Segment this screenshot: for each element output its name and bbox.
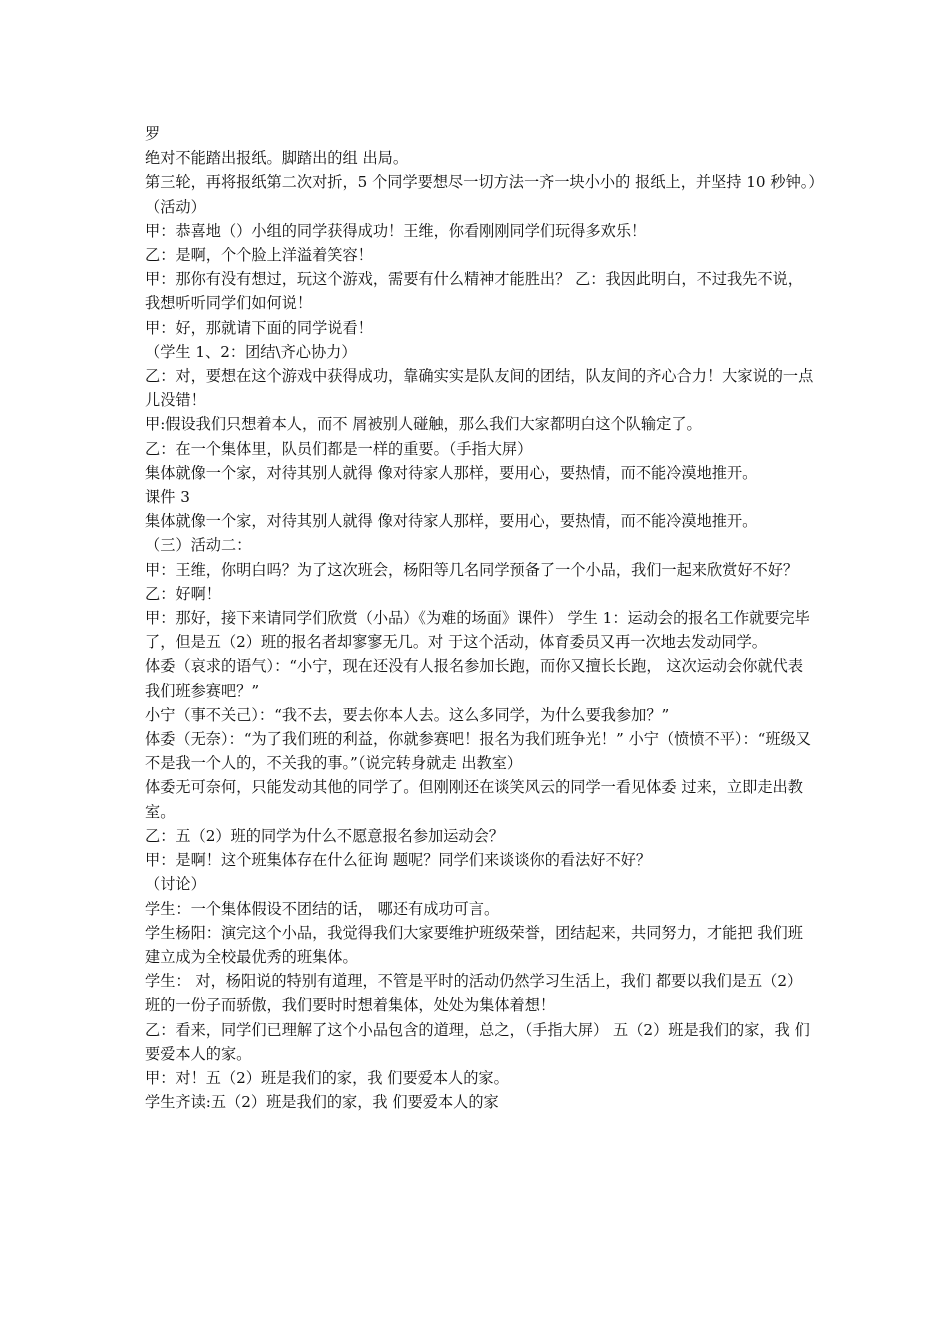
paragraph: 学生：一个集体假设不团结的话， 哪还有成功可言。 bbox=[145, 899, 500, 918]
paragraph: 集体就像一个家，对待其别人就得 像对待家人那样，要用心，要热情，而不能冷漠地推开。 bbox=[145, 463, 758, 482]
paragraph: （活动） bbox=[145, 197, 206, 216]
paragraph: 乙：对，要想在这个游戏中获得成功，靠确实实是队友间的团结，队友间的齐心合力！大家说的一点儿没错！ bbox=[145, 367, 814, 410]
paragraph: 乙：是啊，个个脸上洋溢着笑容！ bbox=[145, 246, 373, 265]
paragraph: 甲：王维，你明白吗？为了这次班会，杨阳等几名同学预备了一个小品，我们一起来欣赏好不好？ bbox=[145, 560, 799, 579]
paragraph: 第三轮，再将报纸第二次对折，5 个同学要想尽一切方法一齐一块小小的 报纸上，并坚持 10 秒钟。） bbox=[145, 173, 824, 192]
paragraph: 甲：是啊！这个班集体存在什么征询 题呢？同学们来谈谈你的看法好不好？ bbox=[145, 851, 652, 870]
paragraph: 课件 3 bbox=[145, 488, 190, 507]
paragraph: （讨论） bbox=[145, 875, 206, 894]
paragraph: 学生齐读:五（2）班是我们的家，我 们要爱本人的家 bbox=[145, 1093, 499, 1112]
paragraph: 甲：那好，接下来请同学们欣赏（小品）《为难的场面》课件） 学生 1：运动会的报名工作就要完毕了，但是五（2）班的报名者却寥寥无几。对 于这个活动，体育委员又再一次地去发动同学。 bbox=[145, 609, 810, 652]
paragraph: 体委（无奈）：“为了我们班的利益，你就参赛吧！报名为我们班争光！” 小宁（愤愤不平）：“班级又不是我一个人的，不关我的事。”（说完转身就走 出教室） bbox=[145, 730, 811, 773]
paragraph: （学生 1、2：团结\齐心协力） bbox=[145, 342, 357, 361]
paragraph: 绝对不能踏出报纸。脚踏出的组 出局。 bbox=[145, 149, 409, 168]
paragraph: 乙：看来，同学们已理解了这个小品包含的道理，总之，（手指大屏） 五（2）班是我们的家，我 们要爱本人的家。 bbox=[145, 1020, 810, 1063]
paragraph: 小宁（事不关己）：“我不去，要去你本人去。这么多同学，为什么要我参加？” bbox=[145, 705, 670, 724]
paragraph: 甲：好，那就请下面的同学说看！ bbox=[145, 318, 373, 337]
paragraph: 集体就像一个家，对待其别人就得 像对待家人那样，要用心，要热情，而不能冷漠地推开。 bbox=[145, 512, 758, 531]
paragraph: 甲：那你有没有想过，玩这个游戏，需要有什么精神才能胜出？ 乙：我因此明白，不过我先不说，我想听听同学们如何说！ bbox=[145, 270, 803, 313]
paragraph: 甲:假设我们只想着本人，而不 屑被别人碰触，那么我们大家都明白这个队输定了。 bbox=[145, 415, 702, 434]
paragraph: 体委无可奈何，只能发动其他的同学了。但刚刚还在谈笑风云的同学一看见体委 过来，立即走出教室。 bbox=[145, 778, 803, 821]
paragraph: 甲：对！五（2）班是我们的家，我 们要爱本人的家。 bbox=[145, 1068, 509, 1087]
paragraph: 体委（哀求的语气）：“小宁，现在还没有人报名参加长跑，而你又擅长长跑， 这次运动会你就代表我们班参赛吧？” bbox=[145, 657, 804, 700]
paragraph: 罗 bbox=[145, 125, 161, 143]
paragraph: 甲：恭喜地（）小组的同学获得成功！王维，你看刚刚同学们玩得多欢乐！ bbox=[145, 221, 647, 240]
paragraph: 乙：在一个集体里，队员们都是一样的重要。（手指大屏） bbox=[145, 439, 533, 458]
paragraph: 学生杨阳：演完这个小品，我觉得我们大家要维护班级荣誉，团结起来，共同努力，才能把 我们班建立成为全校最优秀的班集体。 bbox=[145, 923, 803, 966]
paragraph: （三）活动二： bbox=[145, 536, 252, 555]
paragraph: 乙：好啊！ bbox=[145, 584, 221, 603]
paragraph: 乙：五（2）班的同学为什么不愿意报名参加运动会？ bbox=[145, 826, 504, 845]
paragraph: 学生： 对，杨阳说的特别有道理，不管是平时的活动仍然学习生活上，我们 都要以我们是五（2）班的一份子而骄傲，我们要时时想着集体，处处为集体着想！ bbox=[145, 972, 803, 1015]
document-body bbox=[145, 122, 824, 1114]
